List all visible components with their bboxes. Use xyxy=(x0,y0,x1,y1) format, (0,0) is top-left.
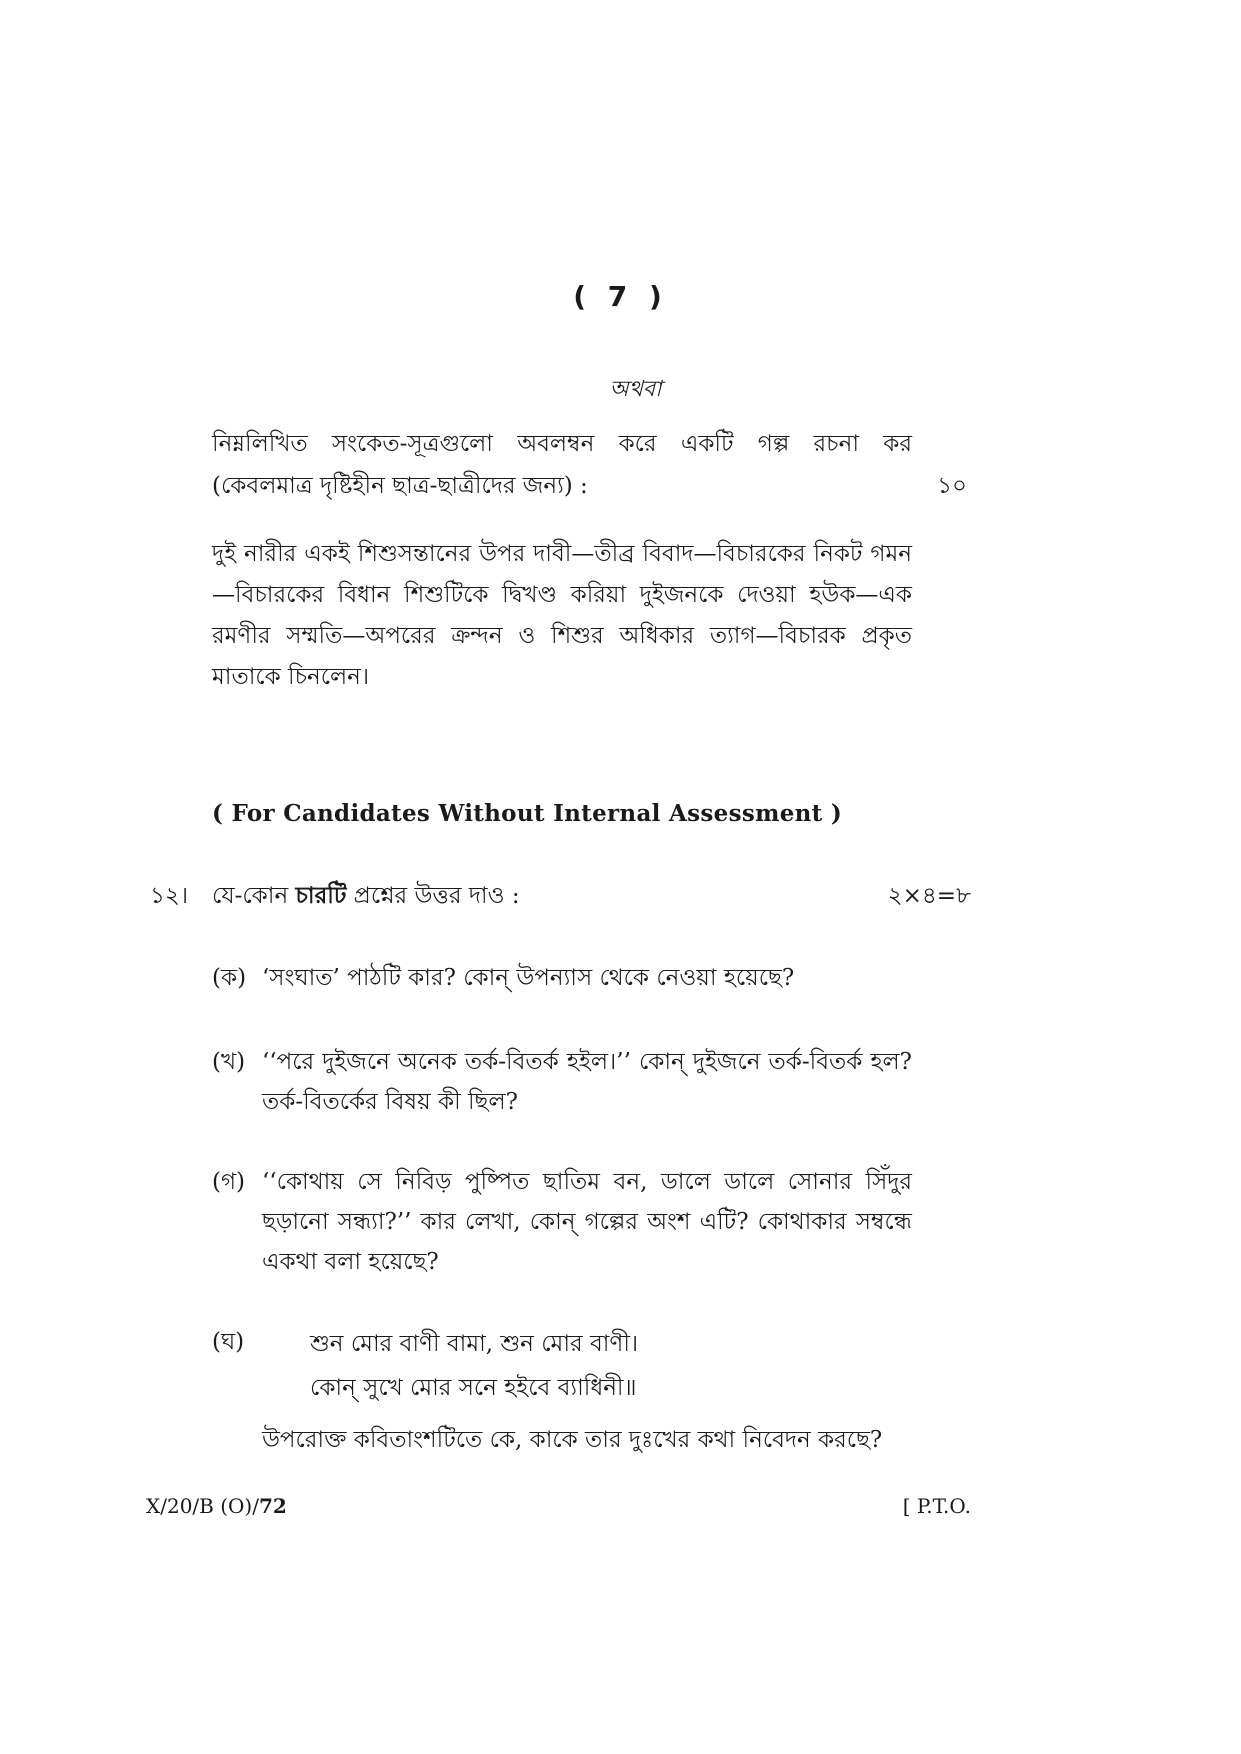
paper-code-prefix: X/20/B (O)/ xyxy=(146,1494,259,1518)
story-marks: ১০ xyxy=(937,473,967,499)
question-marks: ২×৪=৮ xyxy=(887,883,971,909)
paper-code xyxy=(146,1494,287,1518)
subquestion-text: ‘সংঘাত’ পাঠটি কার? কোন্ উপন্যাস থেকে নেওয়া হয়েছে? xyxy=(262,965,795,991)
subquestion-text: ‘‘পরে দুইজনে অনেক তর্ক-বিতর্ক হইল।’’ কোন্ দুইজনে তর্ক-বিতর্ক হল? তর্ক-বিতর্কের বিষয় কী ছিল? xyxy=(262,1049,912,1115)
subquestion-kha xyxy=(212,1042,912,1132)
subquestion-label: (গ) xyxy=(212,1169,246,1195)
verse-line: কোন্ সুখে মোর সনে হইবে ব্যাধিনী॥ xyxy=(310,1375,637,1401)
subquestion-gha-question: উপরোক্ত কবিতাংশটিতে কে, কাকে তার দুঃখের কথা নিবেদন করছে? xyxy=(262,1427,883,1453)
subquestion-label: (ঘ) xyxy=(212,1329,245,1355)
subquestion-ka xyxy=(212,958,912,1002)
subquestion-ga xyxy=(212,1162,912,1292)
section-heading: ( For Candidates Without Internal Assessment ) xyxy=(212,800,843,827)
story-instruction-line2: (কেবলমাত্র দৃষ্টিহীন ছাত্র-ছাত্রীদের জন্য) : xyxy=(212,473,588,499)
instruction-post: প্রশ্নের উত্তর দাও : xyxy=(353,883,520,909)
story-instruction-line1: নিম্নলিখিত সংকেত-সূত্রগুলো অবলম্বন করে একটি গল্প রচনা কর xyxy=(212,431,912,457)
instruction-bold: চারটি xyxy=(295,882,347,909)
subquestion-label: (ক) xyxy=(212,965,247,991)
paper-code-number: 72 xyxy=(258,1494,287,1518)
page-number: ( 7 ) xyxy=(573,280,668,313)
please-turn-over: [ P.T.O. xyxy=(902,1494,971,1518)
question-instruction xyxy=(212,876,520,916)
question-number: ১২। xyxy=(150,883,189,909)
alternative-label: অথবা xyxy=(609,377,662,402)
instruction-pre: যে-কোন xyxy=(212,883,289,909)
subquestion-gha xyxy=(212,1322,912,1412)
verse-line: শুন মোর বাণী বামা, শুন মোর বাণী। xyxy=(310,1331,639,1357)
subquestion-label: (খ) xyxy=(212,1049,246,1075)
story-hints: দুই নারীর একই শিশুসন্তানের উপর দাবী—তীব্র বিবাদ—বিচারকের নিকট গমন—বিচারকের বিধান শিশুটিকে দ্বিখণ্ড করিয়া দুইজনকে দেওয়া হউক—এক রমণীর সম্মতি—অপরের ক্রন্দন ও শিশুর অধিকার ত্যাগ—বিচারক প্রকৃত মাতাকে চিনলেন। xyxy=(212,541,912,690)
verse-quote xyxy=(310,1322,638,1410)
subquestion-text: ‘‘কোথায় সে নিবিড় পুষ্পিত ছাতিম বন, ডালে ডালে সোনার সিঁদুর ছড়ানো সন্ধ্যা?’’ কার লেখা, কোন্ গল্পের অংশ এটি? কোথাকার সম্বন্ধে একথা বলা হয়েছে? xyxy=(262,1169,912,1275)
